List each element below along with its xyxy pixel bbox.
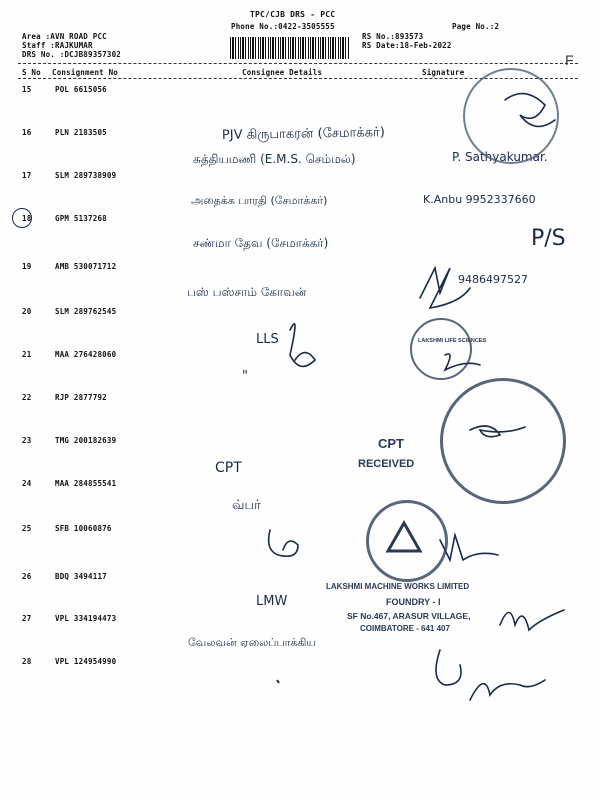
row-consignment: VPL 124954990: [55, 657, 117, 666]
row-sno: 26: [22, 572, 32, 581]
stamp-received: RECEIVED: [358, 458, 415, 470]
row-sno: 15: [22, 85, 32, 94]
rs-date: RS Date:18-Feb-2022: [362, 41, 452, 50]
stamp-lakshmi-life-text: LAKSHMI LIFE SCIENCES: [418, 338, 487, 344]
col-sno: S No: [22, 68, 41, 77]
row-consignment: POL 6615056: [55, 85, 107, 94]
row-consignee: PJV கிருபாகரன் (சேமாக்கர்): [221, 125, 385, 143]
drs-number: DRS No. :DCJB89357302: [22, 50, 122, 59]
stamp-lmw-line3: SF No.467, ARASUR VILLAGE,: [347, 611, 471, 621]
col-signature: Signature: [422, 68, 465, 77]
signature-row28-b: [470, 680, 545, 700]
row-consignee: CPT: [215, 460, 242, 476]
row-signature: P/S: [531, 226, 566, 251]
page-number: Page No.:2: [452, 22, 500, 31]
row-consignee: அதைக்க பாரதி (சேமாக்கர்): [191, 194, 328, 207]
row-consignment: BDQ 3494117: [55, 572, 107, 581]
row-consignee: ": [242, 369, 248, 384]
row-consignee: LLS: [256, 332, 279, 347]
stamp-cpt: CPT: [378, 436, 404, 451]
row-sno: 22: [22, 393, 32, 402]
row-consignment: PLN 2183505: [55, 128, 107, 137]
row-consignment: SFB 10060876: [55, 524, 112, 533]
row-signature: K.Anbu 9952337660: [423, 193, 536, 206]
row-sno: 21: [22, 350, 32, 359]
col-consignment: Consignment No: [52, 68, 119, 77]
row-sno: 28: [22, 657, 32, 666]
row-sno: 19: [22, 262, 32, 271]
row-consignment: TMG 200182639: [55, 436, 117, 445]
row-sno: 17: [22, 171, 32, 180]
corner-mark: F: [565, 52, 574, 68]
row-consignment: GPM 5137268: [55, 214, 107, 223]
row-sno: 25: [22, 524, 32, 533]
ink-dot: [277, 680, 279, 683]
row-consignment: VPL 334194473: [55, 614, 117, 623]
stamp-lmw-line1: LAKSHMI MACHINE WORKS LIMITED: [326, 582, 470, 591]
row-consignee: சண்மா தேவ (சேமாக்கர்): [193, 236, 329, 250]
signature-row20: [290, 324, 315, 367]
row-consignment: MAA 284855541: [55, 479, 117, 488]
row-consignee: வ்பர்: [232, 498, 261, 513]
row-consignment: MAA 276428060: [55, 350, 117, 359]
row-signature: 9486497527: [458, 273, 528, 286]
row-consignee: வேலவன் ஏலைப்பாக்கிய: [188, 636, 316, 649]
triangle-logo-icon: [385, 519, 423, 557]
row-sno: 16: [22, 128, 32, 137]
row-sno: 24: [22, 479, 32, 488]
row-consignee: LMW: [256, 594, 288, 609]
row-sno: 18: [22, 214, 32, 223]
row-consignment: SLM 289738909: [55, 171, 117, 180]
row-sno: 23: [22, 436, 32, 445]
phone-number: Phone No.:0422-3505555: [231, 22, 335, 31]
stamp-circle-large: [440, 378, 566, 504]
row-consignment: AMB 530071712: [55, 262, 117, 271]
stamp-lmw-line2: FOUNDRY - I: [386, 597, 441, 607]
stamp-lakshmi-life: [410, 318, 472, 380]
signature-row27: [500, 610, 564, 630]
row-consignee: பஸ் பஸ்சாம் கோவன்: [187, 285, 307, 299]
signature-row25-b: [440, 535, 498, 560]
signature-row19: [420, 268, 470, 308]
signature-row28-a: [436, 650, 461, 685]
rs-number: RS No.:893573: [362, 32, 424, 41]
signature-row25-a: [269, 530, 298, 556]
row-signature: P. Sathyakumar.: [452, 150, 548, 164]
row-consignee: சுத்தியமணி (E.M.S. செம்மல்): [193, 152, 356, 166]
col-consignee: Consignee Details: [242, 68, 323, 77]
staff-label: Staff :RAJKUMAR: [22, 41, 93, 50]
row-sno: 20: [22, 307, 32, 316]
stamp-circle-top: [463, 68, 559, 164]
sheet-title: TPC/CJB DRS - PCC: [250, 10, 336, 19]
row-consignment: RJP 2877792: [55, 393, 107, 402]
row-consignment: SLM 289762545: [55, 307, 117, 316]
row-sno: 27: [22, 614, 32, 623]
stamp-lmw-line4: COIMBATORE - 641 407: [360, 624, 450, 633]
area-label: Area :AVN ROAD PCC: [22, 32, 107, 41]
